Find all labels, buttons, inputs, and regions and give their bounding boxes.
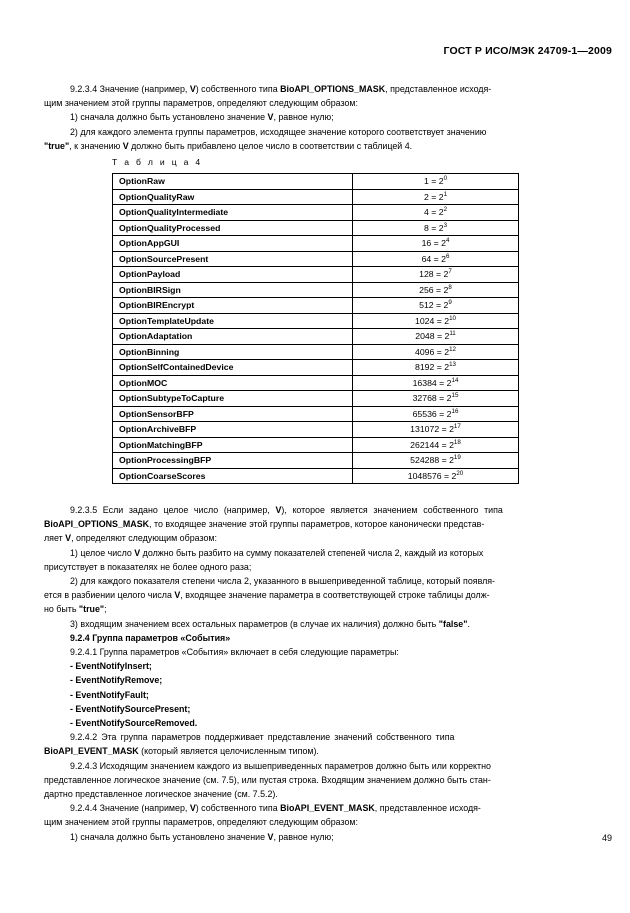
option-value-decimal: 1	[423, 176, 429, 187]
list-item-9-2-3-4-1	[44, 110, 586, 124]
s9234-line1b: ) собственного типа	[195, 84, 281, 94]
list-item-9-2-4-4-1	[44, 830, 586, 844]
table-row	[113, 298, 519, 314]
options-mask-table	[112, 173, 519, 484]
paragraph-9-2-4-2: 9.2.4.2 Эта группа параметров поддерживает представление значений собственного типа	[70, 732, 455, 743]
paragraph-9-2-4-2-cont	[44, 744, 586, 758]
option-value-base: 2	[443, 284, 449, 295]
option-value-exponent: 2	[443, 206, 448, 214]
s9234-item2-c: , к значению	[69, 140, 123, 151]
option-value-decimal: 65536	[412, 408, 437, 419]
option-value-base: 2	[451, 470, 457, 481]
option-name: OptionQualityProcessed	[113, 220, 353, 236]
option-value-base: 2	[444, 315, 450, 326]
option-name: OptionPayload	[113, 267, 353, 283]
table-row	[113, 189, 519, 205]
option-name: OptionBinning	[113, 344, 353, 360]
option-value-decimal: 64	[421, 253, 432, 264]
s9235-item1-a: 1) целое число	[70, 547, 135, 558]
option-value-exponent: 4	[445, 237, 450, 245]
list-item-9-2-3-5-1-cont: присутствует в показателях не более одного раза;	[44, 561, 252, 572]
option-value-base: 2	[443, 300, 449, 311]
table-caption: Т а б л и ц а 4	[112, 157, 203, 167]
option-value: $131072 = 2^{17}$	[353, 422, 519, 438]
list-item-9-2-3-4-2	[44, 125, 586, 139]
option-value: $4096 = 2^{12}$	[353, 344, 519, 360]
s9235-item1-v: V	[134, 547, 141, 558]
option-value-exponent: 1	[443, 190, 448, 198]
option-value-exponent: 8	[448, 283, 452, 291]
s9234-item2-true: "true"	[44, 140, 70, 151]
table-row	[113, 329, 519, 345]
option-value-exponent: 15	[451, 392, 459, 400]
option-name: OptionProcessingBFP	[113, 453, 353, 469]
list-item-event: - EventNotifyFault;	[70, 689, 149, 700]
paragraph-9-2-3-4-line2: щим значением этой группы параметров, определяют следующим образом:	[44, 98, 358, 109]
option-name: OptionQualityRaw	[113, 189, 353, 205]
option-name: OptionQualityIntermediate	[113, 205, 353, 221]
s9235-line3v: V	[65, 533, 72, 544]
paragraph-9-2-3-5-line2	[44, 517, 586, 531]
option-value-decimal: 262144	[410, 439, 440, 450]
option-value-base: 2	[438, 207, 444, 218]
s9234-item2-v: V	[122, 140, 129, 151]
option-value: $4 = 2^2$	[353, 205, 519, 221]
option-value-base: 2	[443, 269, 449, 280]
paragraph-9-2-3-5-line3	[44, 531, 586, 545]
option-name: OptionBIRSign	[113, 282, 353, 298]
s9244-v: V	[189, 803, 196, 814]
option-name: OptionRaw	[113, 174, 353, 190]
section-9-2-3-4	[44, 82, 586, 153]
table-row	[113, 205, 519, 221]
option-value: $1024 = 2^{10}$	[353, 313, 519, 329]
page-number: 49	[601, 833, 612, 843]
paragraph-9-2-3-5	[44, 503, 586, 517]
option-value-decimal: 524288	[410, 455, 440, 466]
table-row	[113, 391, 519, 407]
s9235-line2b: , то входящее значение этой группы параметров, которое канонически представ-	[149, 519, 485, 530]
option-name: OptionSelfContainedDevice	[113, 360, 353, 376]
option-value: $512 = 2^9$	[353, 298, 519, 314]
s9244-item1-v: V	[267, 831, 274, 842]
option-value: $524288 = 2^{19}$	[353, 453, 519, 469]
option-value-decimal: 1048576	[407, 470, 442, 481]
table-row	[113, 344, 519, 360]
paragraph-9-2-3-4	[44, 82, 586, 96]
paragraph-9-2-4-4	[44, 801, 586, 815]
list-item-event: - EventNotifyRemove;	[70, 675, 163, 686]
option-value-exponent: 18	[453, 438, 461, 446]
s9234-item2-a: 2) для каждого элемента группы параметров, исходящее значение которого соответствует значению	[70, 126, 487, 137]
s9234-type: BioAPI_OPTIONS_MASK	[280, 84, 386, 94]
s9244-b: ) собственного типа	[195, 803, 281, 814]
option-name: OptionCoarseScores	[113, 468, 353, 484]
table-row	[113, 174, 519, 190]
list-item-event: - EventNotifySourcePresent;	[70, 703, 191, 714]
s9235-item3-a: 3) входящим значением всех остальных параметров (в случае их наличия) должно быть	[70, 618, 439, 629]
table-row	[113, 422, 519, 438]
s9235-line1: 9.2.3.5 Если задано целое число (например,	[70, 505, 276, 515]
option-value: $256 = 2^8$	[353, 282, 519, 298]
option-value: $64 = 2^6$	[353, 251, 519, 267]
option-value-base: 2	[444, 346, 450, 357]
option-name: OptionMatchingBFP	[113, 437, 353, 453]
s9235-item2-v: V	[174, 590, 181, 601]
option-value: $8192 = 2^{13}$	[353, 360, 519, 376]
option-name: OptionSourcePresent	[113, 251, 353, 267]
option-value-decimal: 131072	[410, 424, 440, 435]
option-value-base: 2	[438, 176, 444, 187]
option-value-exponent: 13	[449, 361, 456, 369]
list-item-9-2-3-5-3	[44, 617, 586, 631]
s9235-line3a: ляет	[44, 533, 66, 544]
table-row	[113, 282, 519, 298]
option-value-base: 2	[449, 455, 454, 466]
s9235-item1-b: должно быть разбито на сумму показателей степеней числа 2, каждый из которых	[140, 547, 484, 558]
option-value-exponent: 9	[448, 299, 452, 307]
s9244-item1-b: , равное нулю;	[273, 831, 334, 842]
option-value-decimal: 1024	[415, 315, 435, 326]
option-value-decimal: 8	[423, 222, 429, 233]
option-value-exponent: 11	[449, 330, 456, 338]
option-value-base: 2	[441, 238, 446, 249]
option-value-base: 2	[446, 393, 452, 404]
option-value-decimal: 512	[419, 300, 434, 311]
s9235-item2-b: ется в разбиении целого числа	[44, 590, 175, 601]
option-value-exponent: 17	[453, 423, 461, 431]
table-row	[113, 360, 519, 376]
option-name: OptionArchiveBFP	[113, 422, 353, 438]
option-value-base: 2	[438, 222, 444, 233]
option-value: $2 = 2^1$	[353, 189, 519, 205]
option-value-exponent: 20	[456, 469, 464, 477]
list-item-event: - EventNotifySourceRemoved.	[70, 718, 198, 729]
table-row	[113, 220, 519, 236]
option-value-decimal: 2	[423, 191, 429, 202]
s9234-item1-a: 1) сначала должно быть установлено значение	[70, 112, 268, 123]
s9234-item2-d: должно быть прибавлено целое число в соответствии с таблицей 4.	[128, 140, 413, 151]
option-value-exponent: 19	[453, 454, 461, 462]
option-value-base: 2	[446, 408, 452, 419]
list-item-9-2-3-5-2-cont2	[44, 602, 586, 616]
s9235-item3-c: .	[467, 618, 470, 629]
option-value-exponent: 3	[443, 221, 448, 229]
table-row	[113, 251, 519, 267]
option-name: OptionAdaptation	[113, 329, 353, 345]
option-value-decimal: 4	[423, 207, 429, 218]
s9242-b: (который является целочисленным типом).	[138, 746, 319, 757]
table-row	[113, 437, 519, 453]
option-value: $2048 = 2^{11}$	[353, 329, 519, 345]
s9244-item1-a: 1) сначала должно быть установлено значение	[70, 831, 268, 842]
option-value-decimal: 4096	[415, 346, 435, 357]
option-value: $1 = 2^0$	[353, 174, 519, 190]
table-row	[113, 468, 519, 484]
option-value-exponent: 7	[448, 268, 452, 276]
option-name: OptionSensorBFP	[113, 406, 353, 422]
option-value: $16384 = 2^{14}$	[353, 375, 519, 391]
option-value-exponent: 6	[445, 252, 450, 260]
s9234-item1-v: V	[267, 112, 274, 123]
option-value-base: 2	[449, 439, 454, 450]
option-value-decimal: 2048	[415, 331, 435, 342]
section-9-2-3-5	[44, 503, 586, 844]
option-value-exponent: 14	[451, 376, 459, 384]
option-value: $32768 = 2^{15}$	[353, 391, 519, 407]
table-row	[113, 313, 519, 329]
option-value-decimal: 32768	[412, 393, 437, 404]
paragraph-9-2-4-4-cont: щим значением этой группы параметров, определяют следующим образом:	[44, 817, 358, 828]
s9244-a: 9.2.4.4 Значение (например,	[70, 803, 190, 814]
paragraph-9-2-4-3-cont: представленное логическое значение (см. 7.5), или пустая строка. Входящим значением должно быть стан-	[44, 774, 491, 785]
options-mask-table-body	[113, 174, 519, 484]
option-value-base: 2	[441, 253, 446, 264]
option-value: $8 = 2^3$	[353, 220, 519, 236]
option-name: OptionMOC	[113, 375, 353, 391]
s9235-item3-false: "false"	[438, 618, 468, 629]
option-name: OptionTemplateUpdate	[113, 313, 353, 329]
option-value-decimal: 128	[419, 269, 434, 280]
option-value-exponent: 12	[449, 345, 456, 353]
list-item-event: - EventNotifyInsert;	[70, 661, 152, 672]
s9235-line1b: ), которое является значением собственного типа	[281, 505, 503, 515]
option-value-exponent: 10	[449, 314, 456, 322]
s9242-type: BioAPI_EVENT_MASK	[44, 746, 139, 757]
option-value-decimal: 8192	[415, 362, 435, 373]
table-row	[113, 236, 519, 252]
paragraph-9-2-4-3-cont2: дартно представленное логическое значение (см. 7.5.2).	[44, 789, 278, 800]
option-value-decimal: 16384	[412, 377, 437, 388]
s9234-line1: 9.2.3.4 Значение (например,	[70, 84, 190, 94]
option-name: OptionSubtypeToCapture	[113, 391, 353, 407]
s9234-v1: V	[189, 84, 196, 94]
s9235-line3b: , определяют следующим образом:	[71, 533, 217, 544]
option-value-decimal: 16	[421, 238, 432, 249]
paragraph-9-2-4-1: 9.2.4.1 Группа параметров «События» включает в себя следующие параметры:	[70, 647, 399, 658]
option-value-base: 2	[446, 377, 452, 388]
list-item-9-2-3-5-2-cont	[44, 588, 586, 602]
option-value-decimal: 256	[419, 284, 434, 295]
table-row	[113, 375, 519, 391]
option-value-base: 2	[444, 331, 450, 342]
option-value-base: 2	[449, 424, 454, 435]
s9235-item2-c: , входящее значение параметра в соответствующей строке таблицы долж-	[180, 590, 490, 601]
s9235-item2-true: "true"	[78, 604, 105, 615]
s9235-item2-d: но быть	[44, 604, 79, 615]
list-item-9-2-3-5-2: 2) для каждого показателя степени числа 2, указанного в вышеприведенной таблице, который появля-	[70, 576, 496, 587]
s9244-type: BioAPI_EVENT_MASK	[280, 803, 375, 814]
s9234-item1-b: , равное нулю;	[273, 112, 334, 123]
option-value: $16 = 2^4$	[353, 236, 519, 252]
s9235-type: BioAPI_OPTIONS_MASK	[44, 519, 150, 530]
option-value: $65536 = 2^{16}$	[353, 406, 519, 422]
option-value: $262144 = 2^{18}$	[353, 437, 519, 453]
table-row	[113, 267, 519, 283]
document-standard-header: ГОСТ Р ИСО/МЭК 24709-1—2009	[443, 45, 612, 57]
option-name: OptionBIREncrypt	[113, 298, 353, 314]
option-value-base: 2	[444, 362, 450, 373]
list-item-9-2-3-4-2-cont	[44, 139, 586, 153]
table-row	[113, 406, 519, 422]
option-value-exponent: 16	[451, 407, 459, 415]
option-value: $1048576 = 2^{20}$	[353, 468, 519, 484]
s9244-c: , представленное исходя-	[374, 803, 481, 814]
option-value-exponent: 0	[443, 175, 448, 183]
option-name: OptionAppGUI	[113, 236, 353, 252]
list-item-9-2-3-5-1	[44, 546, 586, 560]
option-value-base: 2	[438, 191, 444, 202]
s9235-v1: V	[275, 505, 282, 515]
s9235-item2-f: ;	[104, 604, 107, 615]
s9234-line1c: , представленное исходя-	[385, 84, 492, 94]
table-row	[113, 453, 519, 469]
paragraph-9-2-4-3: 9.2.4.3 Исходящим значением каждого из вышеприведенных параметров должно быть или корректно	[70, 760, 491, 771]
option-value: $128 = 2^7$	[353, 267, 519, 283]
heading-9-2-4: 9.2.4 Группа параметров «События»	[70, 632, 231, 643]
